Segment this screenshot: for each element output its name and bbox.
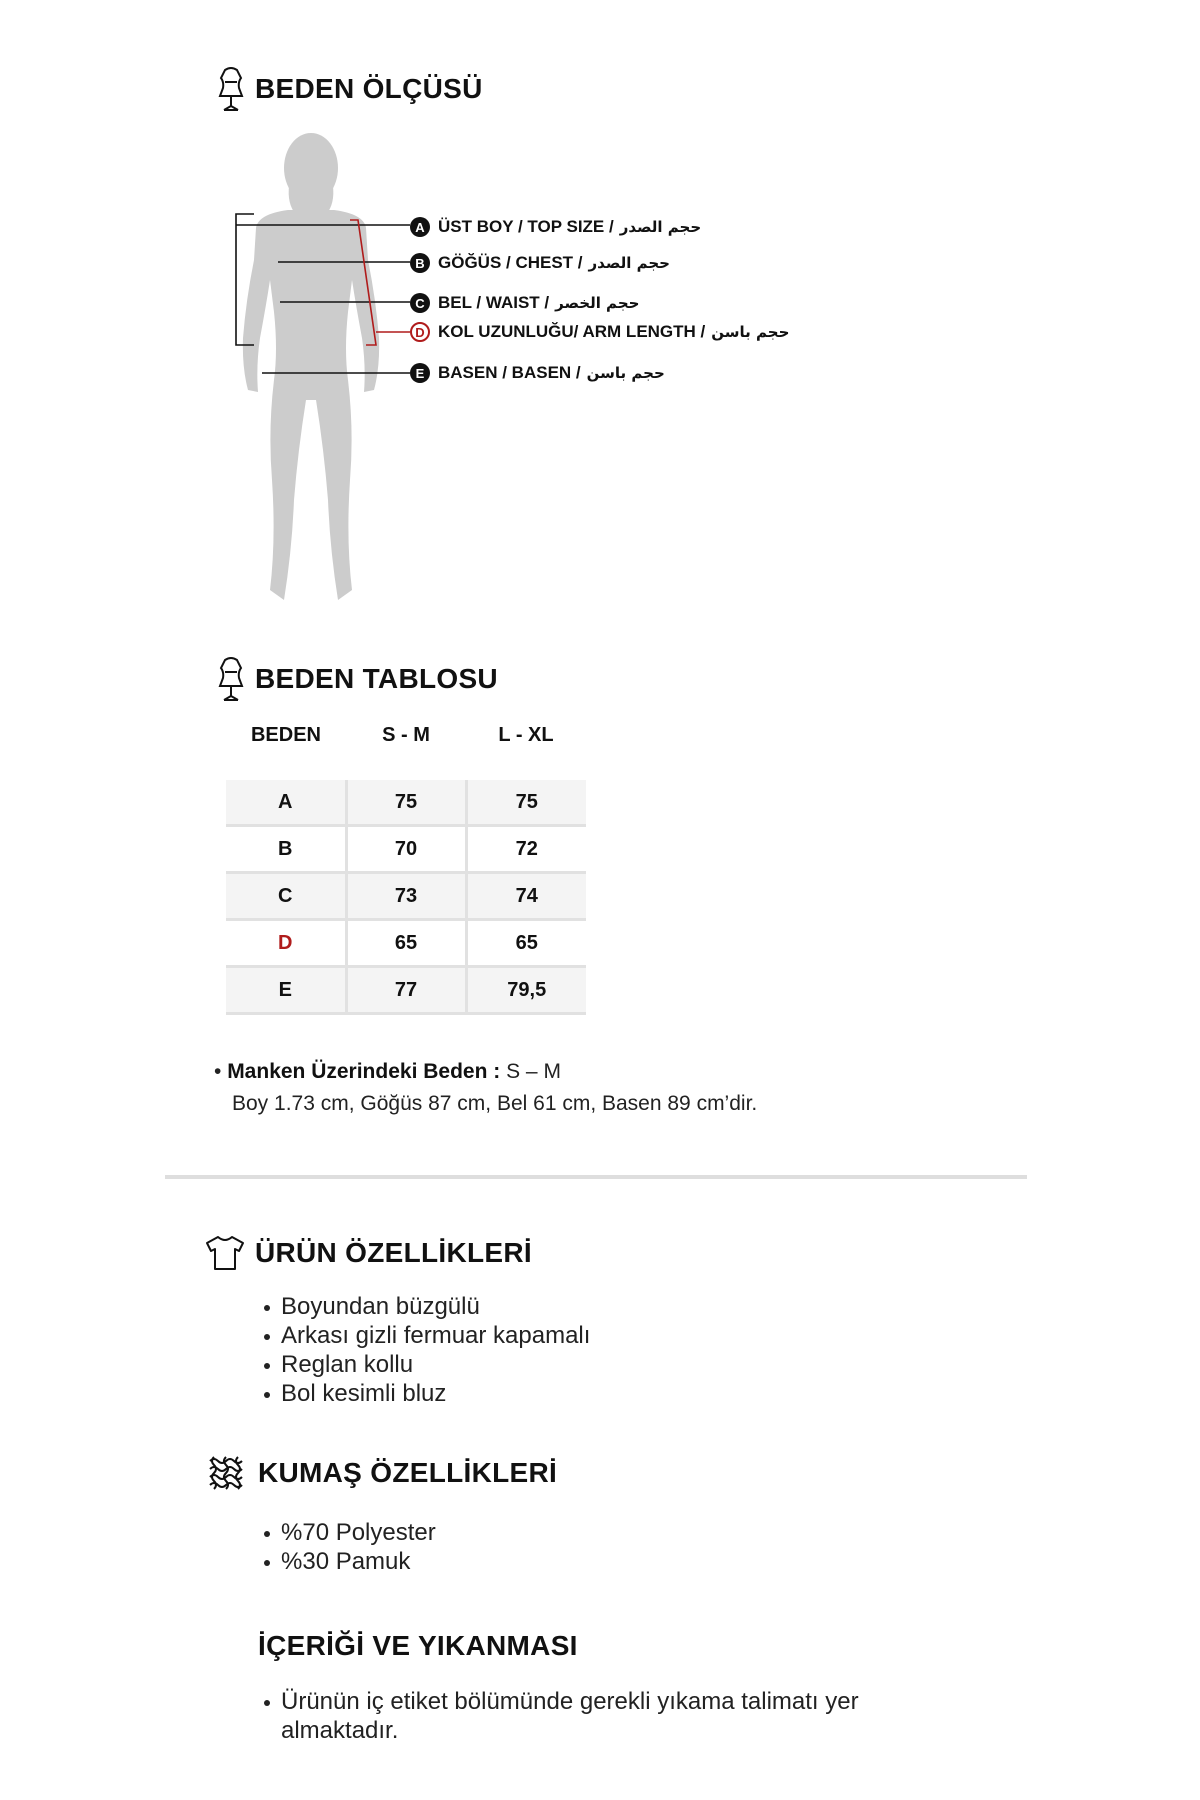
measurement-label-b: GÖĞÜS / CHEST / [438,253,583,272]
measurement-row-b [410,253,670,273]
measurement-label-a: ÜST BOY / TOP SIZE / [438,217,614,236]
size-table-header-sm: S - M [382,724,430,746]
size-value-lxl: 65 [466,920,586,967]
model-size-label: Manken Üzerindeki Beden : [227,1060,501,1083]
size-row-label: B [226,826,346,873]
measurement-row-d [410,322,789,342]
list-item: %70 Polyester [264,1518,436,1547]
table-row [226,920,586,967]
size-table-header-beden: BEDEN [250,724,321,746]
size-value-sm: 65 [346,920,466,967]
list-item: Bol kesimli bluz [264,1379,590,1408]
product-features-title: ÜRÜN ÖZELLİKLERİ [255,1237,533,1268]
measurement-letter-e: E [410,363,430,383]
measurement-arabic-c: حجم الخصر [555,294,640,312]
fabric-features-list [264,1518,436,1576]
measurement-arabic-b: حجم الصدر [588,254,670,272]
list-item: Ürünün iç etiket bölümünde gerekli yıkama talimatı yer almaktadır. [264,1687,964,1745]
measurement-arabic-e: حجم باسن [586,364,665,382]
measurement-row-a [410,217,701,237]
size-row-label: C [226,873,346,920]
fabric-weave-icon [208,1455,246,1493]
measurement-label-d: KOL UZUNLUĞU/ ARM LENGTH / [438,322,706,341]
measurement-letter-c: C [410,293,430,313]
size-value-sm: 73 [346,873,466,920]
model-measurements: Boy 1.73 cm, Göğüs 87 cm, Bel 61 cm, Basen 89 cm’dir. [232,1092,758,1115]
size-table-header-row [226,720,586,780]
model-size-line [214,1056,757,1088]
product-features-list [264,1292,590,1408]
list-item: %30 Pamuk [264,1547,436,1576]
measurement-guide-lines [230,210,430,380]
size-value-lxl: 72 [466,826,586,873]
size-table [226,720,586,1015]
table-row [226,873,586,920]
size-value-lxl: 74 [466,873,586,920]
list-item: Arkası gizli fermuar kapamalı [264,1321,590,1350]
table-row [226,826,586,873]
table-row [226,780,586,826]
size-value-sm: 77 [346,967,466,1014]
section-divider [165,1175,1027,1179]
fabric-features-title: KUMAŞ ÖZELLİKLERİ [258,1457,558,1488]
care-title: İÇERİĞİ VE YIKANMASI [258,1630,578,1661]
tshirt-icon [205,1234,245,1272]
size-guide-title: BEDEN ÖLÇÜSÜ [255,73,483,104]
size-row-label: D [226,920,346,967]
measurement-row-c [410,293,639,313]
size-value-sm: 70 [346,826,466,873]
measurement-label-e: BASEN / BASEN / [438,363,581,382]
dress-form-icon [216,656,246,704]
size-row-label: A [226,780,346,826]
size-value-sm: 75 [346,780,466,826]
model-size-note [214,1056,757,1120]
size-value-lxl: 75 [466,780,586,826]
measurement-letter-a: A [410,217,430,237]
size-table-title: BEDEN TABLOSU [255,663,498,694]
size-row-label: E [226,967,346,1014]
measurement-letter-d: D [410,322,430,342]
care-list [264,1687,964,1745]
table-row [226,967,586,1014]
size-value-lxl: 79,5 [466,967,586,1014]
measurement-arabic-d: حجم باسن [711,323,790,341]
list-item: Boyundan büzgülü [264,1292,590,1321]
size-table-header-lxl: L - XL [498,724,554,746]
list-item: Reglan kollu [264,1350,590,1379]
measurement-row-e [410,363,665,383]
measurement-arabic-a: حجم الصدر [619,218,702,236]
dress-form-icon [216,66,246,114]
bullet-dot: • [214,1060,228,1083]
measurement-label-c: BEL / WAIST / [438,293,550,312]
measurement-letter-b: B [410,253,430,273]
model-size-value: S – M [500,1060,561,1083]
